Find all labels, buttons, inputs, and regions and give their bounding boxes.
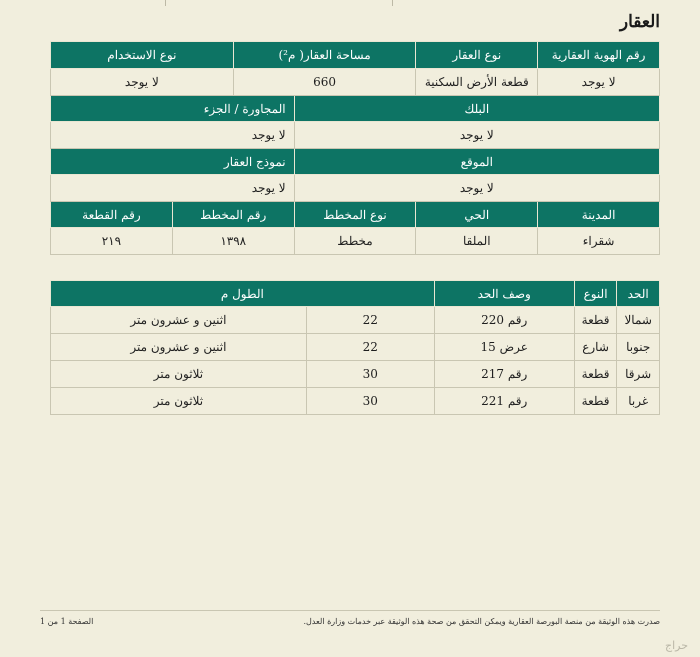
boundary-type: شارع bbox=[574, 334, 617, 361]
divider bbox=[392, 0, 393, 6]
boundary-length-text: اثنين و عشرون متر bbox=[51, 334, 307, 361]
header-area: مساحة العقار( م²) bbox=[233, 42, 416, 69]
boundary-length: 30 bbox=[306, 388, 434, 415]
boundary-length-text: ثلاثون متر bbox=[51, 388, 307, 415]
header-district: الحي bbox=[416, 202, 538, 228]
table-row bbox=[51, 122, 660, 149]
header-plot-number: رقم القطعة bbox=[51, 202, 173, 228]
value-district: الملقا bbox=[416, 228, 538, 255]
header-boundary-desc: وصف الحد bbox=[434, 281, 574, 307]
page-number: الصفحة 1 من 1 bbox=[40, 617, 94, 626]
footer-note: صدرت هذه الوثيقة من منصة البورصة العقارية ويمكن التحقق من صحة هذه الوثيقة عبر خدمات وزارة العدل. bbox=[303, 617, 660, 626]
value-location: لا يوجد bbox=[294, 175, 659, 202]
property-table bbox=[50, 41, 660, 255]
boundary-side: شمالا bbox=[617, 307, 660, 334]
boundary-length: 30 bbox=[306, 361, 434, 388]
value-property-id: لا يوجد bbox=[538, 69, 660, 96]
header-block: البلك bbox=[294, 96, 659, 122]
boundary-side: جنوبا bbox=[617, 334, 660, 361]
boundary-type: قطعة bbox=[574, 361, 617, 388]
table-row bbox=[51, 361, 660, 388]
value-usage-type: لا يوجد bbox=[51, 69, 234, 96]
footer-divider bbox=[40, 610, 660, 611]
table-row bbox=[51, 202, 660, 228]
boundary-side: غربا bbox=[617, 388, 660, 415]
table-row bbox=[51, 388, 660, 415]
boundary-length: 22 bbox=[306, 307, 434, 334]
table-row bbox=[51, 281, 660, 307]
value-city: شقراء bbox=[538, 228, 660, 255]
boundary-length-text: اثنين و عشرون متر bbox=[51, 307, 307, 334]
boundary-desc: عرض 15 bbox=[434, 334, 574, 361]
section-title: العقار bbox=[619, 12, 660, 32]
header-plan-type: نوع المخطط bbox=[294, 202, 416, 228]
boundary-length: 22 bbox=[306, 334, 434, 361]
boundary-type: قطعة bbox=[574, 388, 617, 415]
table-row bbox=[51, 42, 660, 69]
value-plan-number: ١٣٩٨ bbox=[172, 228, 294, 255]
header-neighborhood-part: المجاورة / الجزء bbox=[51, 96, 295, 122]
divider bbox=[165, 0, 166, 6]
value-area: 660 bbox=[233, 69, 416, 96]
table-row bbox=[51, 149, 660, 175]
boundary-desc: رقم 217 bbox=[434, 361, 574, 388]
table-row bbox=[51, 96, 660, 122]
boundaries-table bbox=[50, 280, 660, 415]
header-property-type: نوع العقار bbox=[416, 42, 538, 69]
boundary-desc: رقم 220 bbox=[434, 307, 574, 334]
top-border bbox=[0, 0, 700, 6]
header-property-id: رقم الهوية العقارية bbox=[538, 42, 660, 69]
header-property-model: نموذج العقار bbox=[51, 149, 295, 175]
value-neighborhood-part: لا يوجد bbox=[51, 122, 295, 149]
table-row bbox=[51, 228, 660, 255]
value-property-model: لا يوجد bbox=[51, 175, 295, 202]
header-type: النوع bbox=[574, 281, 617, 307]
header-length: الطول م bbox=[51, 281, 435, 307]
header-plan-number: رقم المخطط bbox=[172, 202, 294, 228]
header-usage-type: نوع الاستخدام bbox=[51, 42, 234, 69]
table-row bbox=[51, 307, 660, 334]
boundary-side: شرقا bbox=[617, 361, 660, 388]
value-block: لا يوجد bbox=[294, 122, 659, 149]
boundary-desc: رقم 221 bbox=[434, 388, 574, 415]
boundary-length-text: ثلاثون متر bbox=[51, 361, 307, 388]
table-row bbox=[51, 175, 660, 202]
value-property-type: قطعة الأرض السكنية bbox=[416, 69, 538, 96]
value-plan-type: مخطط bbox=[294, 228, 416, 255]
watermark-logo: حراج bbox=[664, 639, 688, 652]
header-location: الموقع bbox=[294, 149, 659, 175]
table-row bbox=[51, 69, 660, 96]
table-row bbox=[51, 334, 660, 361]
header-boundary: الحد bbox=[617, 281, 660, 307]
header-city: المدينة bbox=[538, 202, 660, 228]
boundary-type: قطعة bbox=[574, 307, 617, 334]
value-plot-number: ٢١٩ bbox=[51, 228, 173, 255]
